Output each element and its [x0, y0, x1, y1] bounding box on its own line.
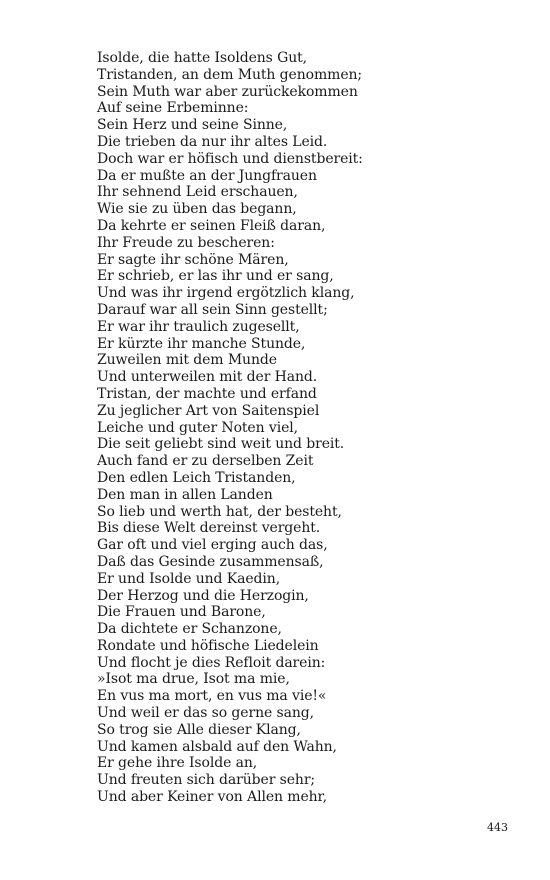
verse-line: Gar oft und viel erging auch das, [97, 537, 328, 554]
verse-line: Darauf war all sein Sinn gestellt; [97, 301, 328, 318]
verse-line: Er gehe ihre Isolde an, [97, 755, 258, 772]
verse-line: Da dichtete er Schanzone, [97, 621, 282, 638]
verse-line: Und weil er das so gerne sang, [97, 705, 314, 722]
verse-line: Da er mußte an der Jungfrauen [97, 167, 317, 184]
verse-line: Isolde, die hatte Isoldens Gut, [97, 50, 307, 66]
verse-text-block [97, 50, 517, 806]
verse-line: En vus ma mort, en vus ma vie!« [97, 688, 327, 705]
verse-line: Sein Muth war aber zurückekommen [97, 83, 358, 100]
verse-line: Und was ihr irgend ergötzlich klang, [97, 285, 355, 302]
verse-line: Sein Herz und seine Sinne, [97, 117, 288, 134]
verse-line: Er und Isolde und Kaedin, [97, 570, 281, 587]
verse-line: Die seit geliebt sind weit und breit. [97, 436, 345, 453]
verse-line: Leiche und guter Noten viel, [97, 419, 298, 436]
page-number: 443 [487, 821, 508, 834]
verse-line: Tristanden, an dem Muth genommen; [97, 66, 363, 83]
verse-line: Rondate und höfische Liedelein [97, 637, 319, 654]
verse-line: Tristan, der machte und erfand [97, 385, 317, 402]
verse-line: Die Frauen und Barone, [97, 604, 266, 621]
verse-line: Die trieben da nur ihr altes Leid. [97, 133, 328, 150]
verse-line: Und aber Keiner von Allen mehr, [97, 789, 327, 806]
verse-line: Und freuten sich darüber sehr; [97, 772, 316, 789]
verse-line: So trog sie Alle dieser Klang, [97, 721, 301, 738]
verse-line: Er sagte ihr schöne Mären, [97, 251, 289, 268]
verse-line: Daß das Gesinde zusammensaß, [97, 553, 324, 570]
verse-line: Auch fand er zu derselben Zeit [97, 453, 314, 470]
verse-line: Zu jeglicher Art von Saitenspiel [97, 402, 320, 419]
verse-line: Zuweilen mit dem Munde [97, 352, 277, 369]
verse-line: So lieb und werth hat, der besteht, [97, 503, 342, 520]
verse-line: Bis diese Welt dereinst vergeht. [97, 520, 321, 537]
verse-line: Doch war er höfisch und dienstbereit: [97, 150, 363, 167]
verse-line: Er schrieb, er las ihr und er sang, [97, 268, 334, 285]
verse-line: Ihr sehnend Leid erschauen, [97, 184, 298, 201]
verse-line: Er war ihr traulich zugesellt, [97, 318, 300, 335]
verse-line: »Isot ma drue, Isot ma mie, [97, 671, 290, 688]
verse-line: Und flocht je dies Refloit darein: [97, 654, 326, 671]
verse-line: Da kehrte er seinen Fleiß daran, [97, 217, 326, 234]
verse-line: Er kürzte ihr manche Stunde, [97, 335, 306, 352]
verse-line: Der Herzog und die Herzogin, [97, 587, 309, 604]
verse-line: Und kamen alsbald auf den Wahn, [97, 738, 337, 755]
verse-line: Den edlen Leich Tristanden, [97, 469, 296, 486]
verse-line: Und unterweilen mit der Hand. [97, 369, 318, 386]
verse-line: Ihr Freude zu bescheren: [97, 234, 275, 251]
verse-line: Wie sie zu üben das begann, [97, 201, 297, 218]
verse-line: Auf seine Erbeminne: [97, 100, 249, 117]
verse-line: Den man in allen Landen [97, 486, 273, 503]
